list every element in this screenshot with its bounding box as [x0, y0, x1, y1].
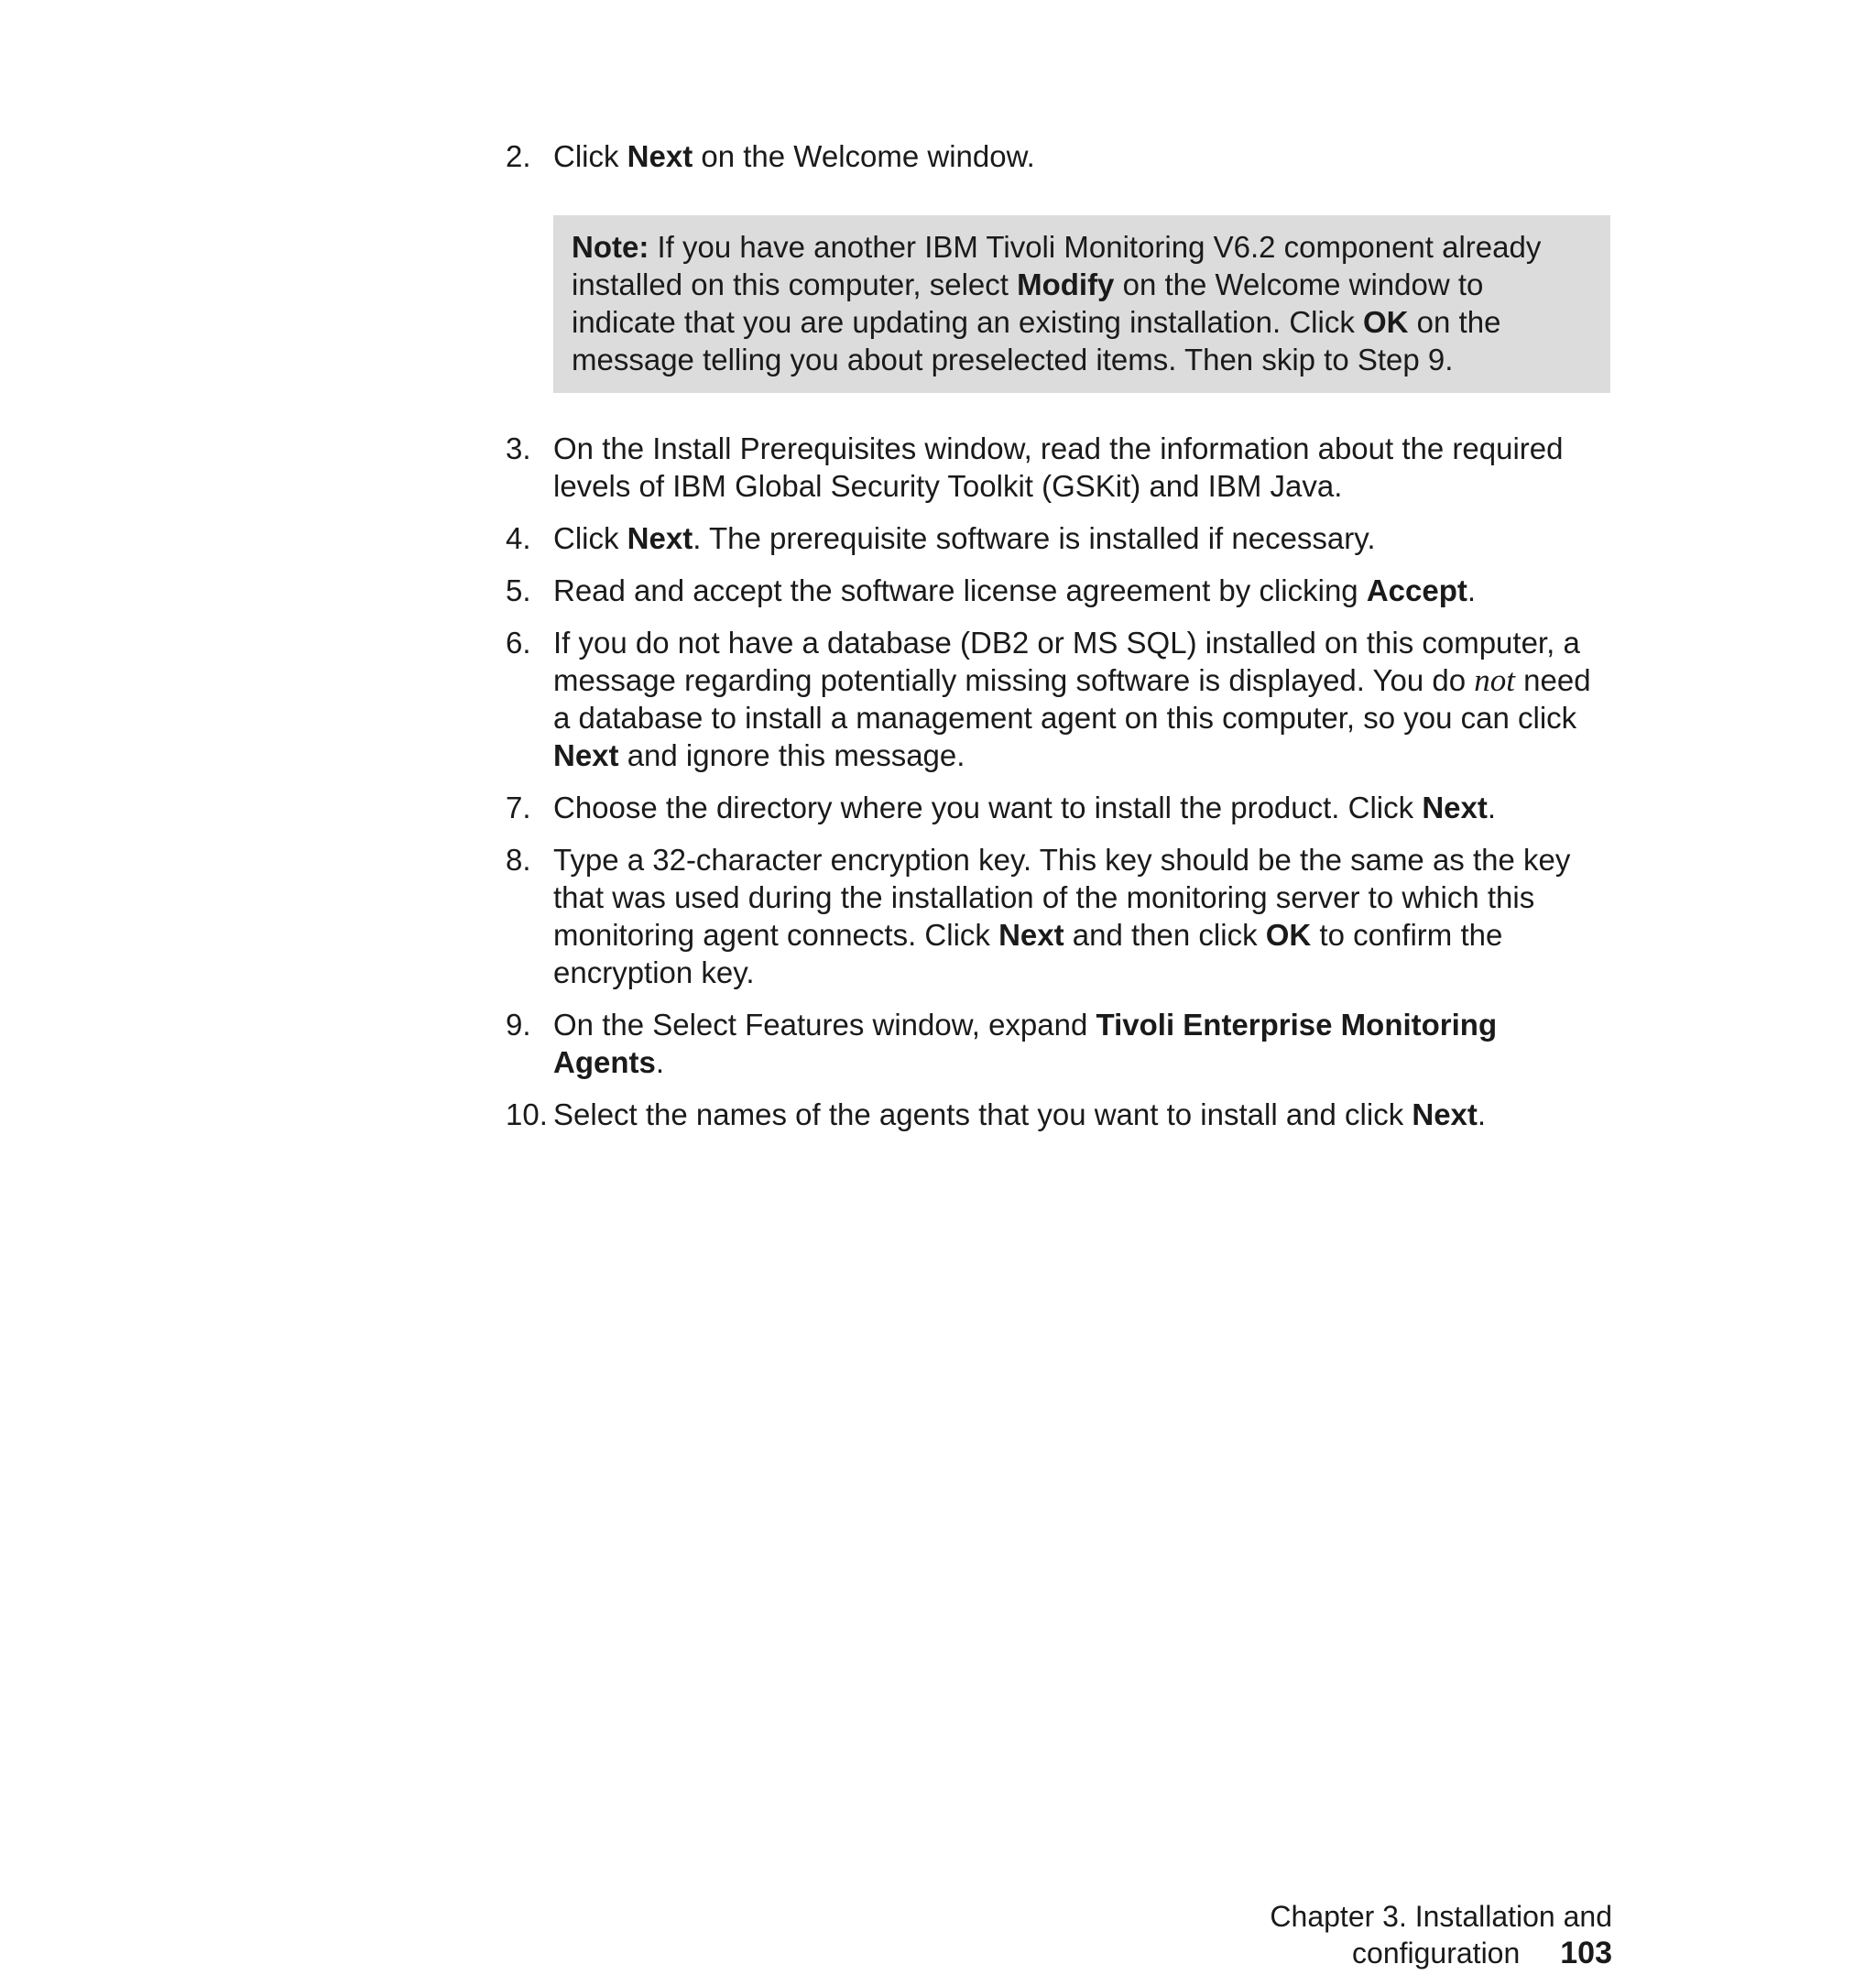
note-label: Note:	[572, 230, 649, 264]
step-5: 5. Read and accept the software license agreement by clicking Accept.	[506, 573, 1477, 607]
step-4: 4. Click Next. The prerequisite software is installed if necessary.	[506, 521, 1376, 555]
page-footer	[1008, 1898, 1612, 1971]
step-10: 10. Select the names of the agents that you want to install and click Next.	[506, 1097, 1487, 1131]
bold-term: Next	[1412, 1097, 1478, 1131]
bold-term: OK	[1265, 918, 1312, 952]
page-number: 103	[1560, 1936, 1612, 1970]
step-8: 8. Type a 32-character encryption key. This key should be the same as the key that was used during the installation of the monitoring server to which this monitoring agent connects. Click Next and then click OK to confirm the encryption key.	[506, 843, 1571, 989]
step-2: 2. Click Next on the Welcome window.	[506, 139, 1035, 173]
bold-term: Next	[627, 521, 693, 555]
chapter-title: Chapter 3. Installation and configuration	[1270, 1900, 1612, 1970]
step-6: 6. If you do not have a database (DB2 or MS SQL) installed on this computer, a message regarding potentially missing software is displayed. You do not need a database to install a management agent on this computer, so you can click Next and ignore this message.	[506, 626, 1591, 772]
bold-term: Next	[1422, 791, 1488, 824]
step-number: 6.	[506, 626, 531, 660]
step-number: 7.	[506, 791, 531, 824]
bold-term: Next	[998, 918, 1064, 952]
step-number: 4.	[506, 521, 531, 555]
bold-term: Tivoli Enterprise Monitoring Agents	[553, 1008, 1498, 1079]
bold-term: OK	[1363, 305, 1409, 339]
bold-term: Modify	[1017, 267, 1115, 301]
step-number: 3.	[506, 431, 531, 465]
bold-term: Accept	[1366, 573, 1467, 607]
step-3: 3. On the Install Prerequisites window, read the information about the required levels of IBM Global Security Toolkit (GSKit) and IBM Java.	[506, 431, 1564, 503]
step-9: 9. On the Select Features window, expand Tivoli Enterprise Monitoring Agents.	[506, 1008, 1498, 1079]
bold-term: Next	[627, 139, 693, 173]
italic-emphasis: not	[1474, 662, 1515, 698]
note-box: Note: If you have another IBM Tivoli Monitoring V6.2 component already installed on this computer, select Modify on the Welcome window to indicate that you are updating an existing installation. Click OK on the message telling you about preselected items. Then skip to Step 9.	[553, 215, 1610, 393]
step-number: 9.	[506, 1008, 531, 1042]
document-body	[506, 137, 1614, 1148]
step-number: 8.	[506, 843, 531, 877]
step-number: 5.	[506, 573, 531, 607]
step-7: 7. Choose the directory where you want to install the product. Click Next.	[506, 791, 1497, 824]
bold-term: Next	[553, 738, 619, 772]
step-number: 10.	[506, 1097, 548, 1131]
step-number: 2.	[506, 139, 531, 173]
